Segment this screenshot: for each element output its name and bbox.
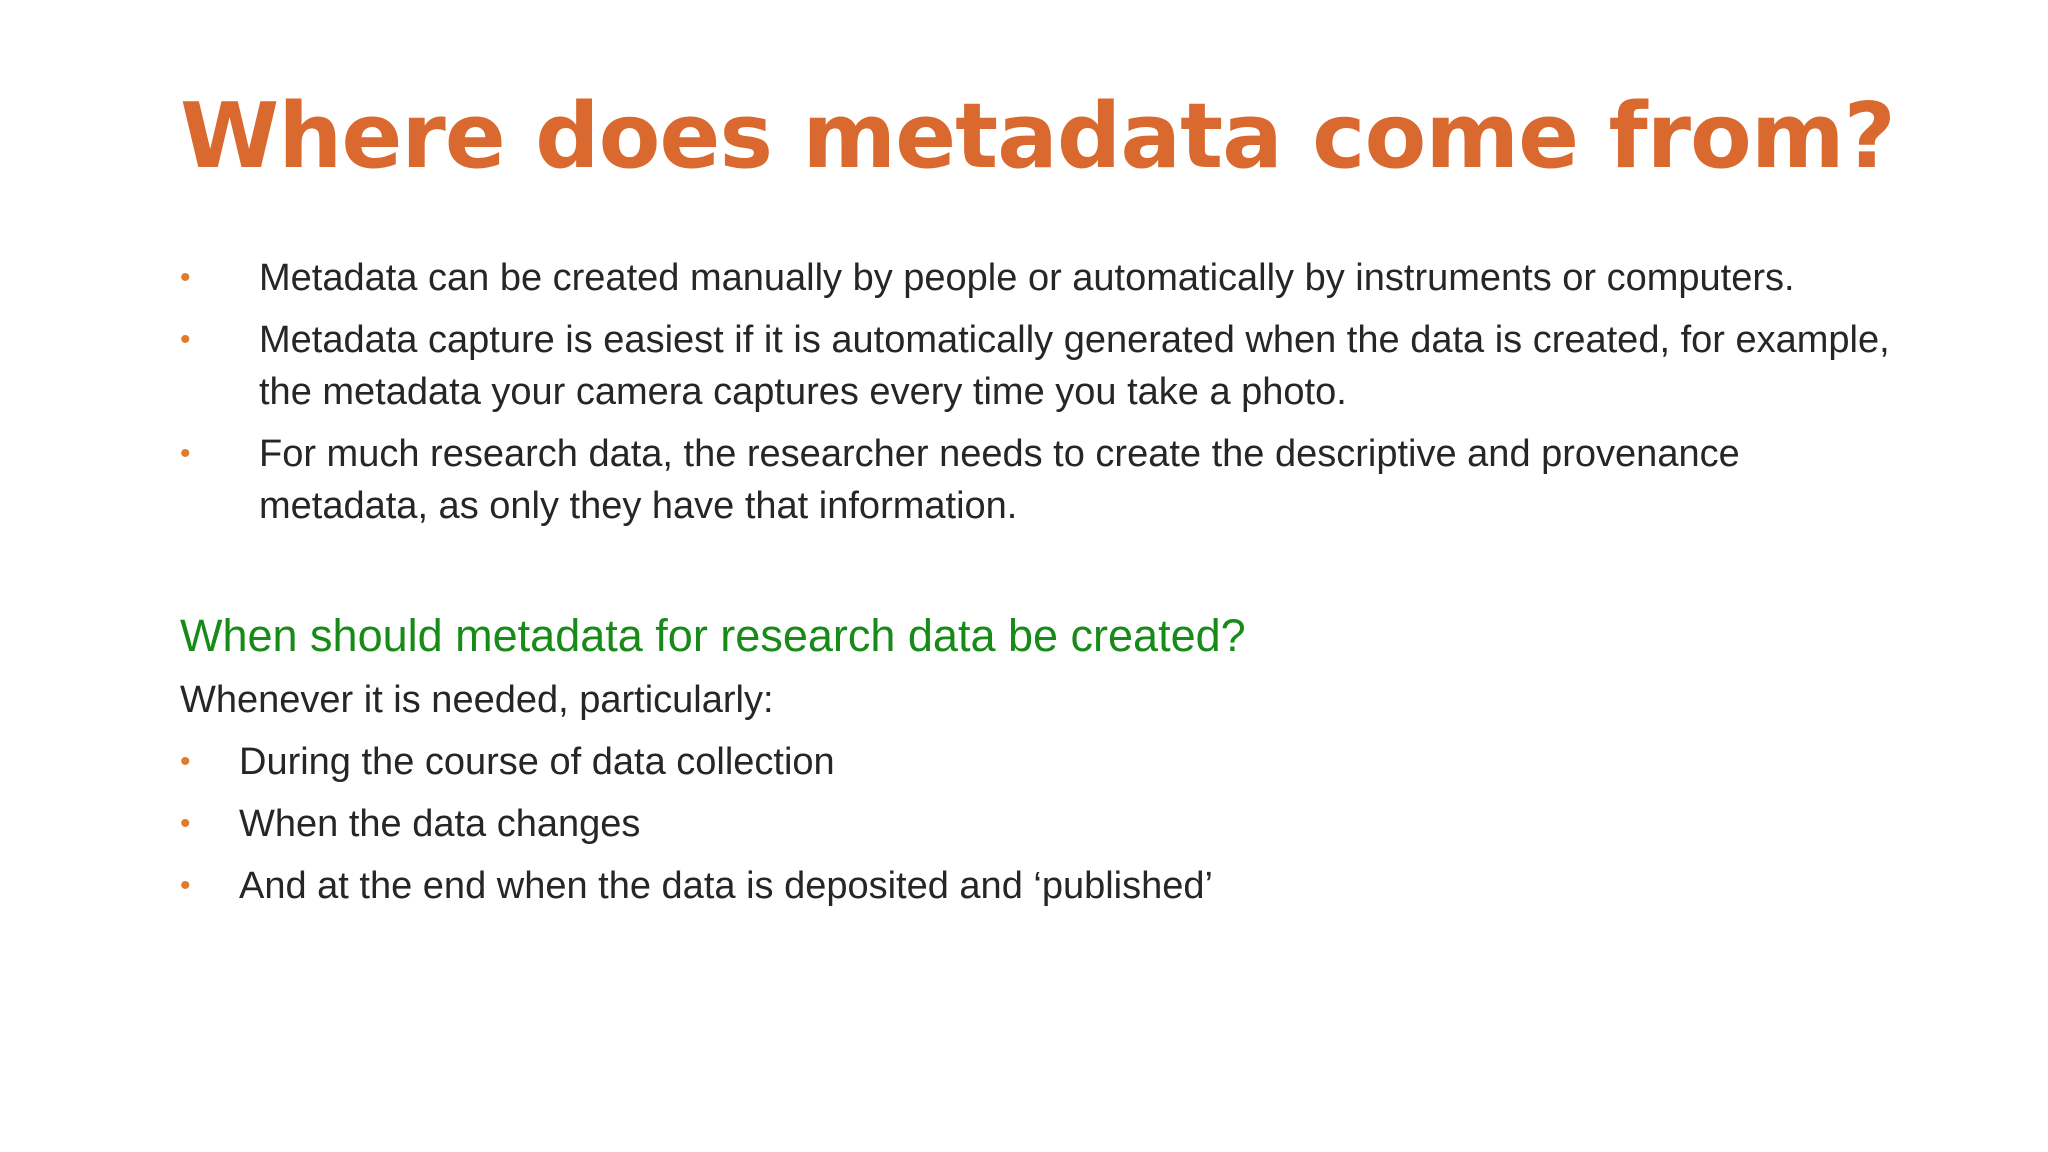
bullet-text: Metadata can be created manually by people or automatically by instruments or computers. bbox=[259, 257, 1795, 299]
bullet-text: For much research data, the researcher needs to create the descriptive and provenance metadata, as only they have that information. bbox=[259, 433, 1740, 527]
bullet-icon: • bbox=[180, 323, 191, 356]
list-item bbox=[180, 314, 1900, 418]
bullet-icon: • bbox=[180, 261, 191, 294]
list-item bbox=[180, 428, 1900, 532]
bullet-text: And at the end when the data is deposited and ‘published’ bbox=[239, 865, 1213, 907]
slide-title: Where does metadata come from? bbox=[180, 84, 1895, 189]
list-item bbox=[180, 860, 1900, 912]
list-item bbox=[180, 798, 1900, 850]
bullet-text: When the data changes bbox=[239, 803, 641, 845]
list-item bbox=[180, 252, 1900, 304]
section-intro: Whenever it is needed, particularly: bbox=[180, 679, 774, 721]
section-subtitle: When should metadata for research data be created? bbox=[180, 610, 1246, 661]
bullet-icon: • bbox=[180, 437, 191, 470]
bullet-icon: • bbox=[180, 869, 191, 902]
source-bullet-list bbox=[180, 252, 1900, 542]
bullet-icon: • bbox=[180, 807, 191, 840]
timing-bullet-list bbox=[180, 736, 1900, 922]
bullet-text: During the course of data collection bbox=[239, 741, 835, 783]
bullet-text: Metadata capture is easiest if it is automatically generated when the data is created, for example, the metadata your camera captures every time you take a photo. bbox=[259, 319, 1890, 413]
bullet-icon: • bbox=[180, 745, 191, 778]
list-item bbox=[180, 736, 1900, 788]
